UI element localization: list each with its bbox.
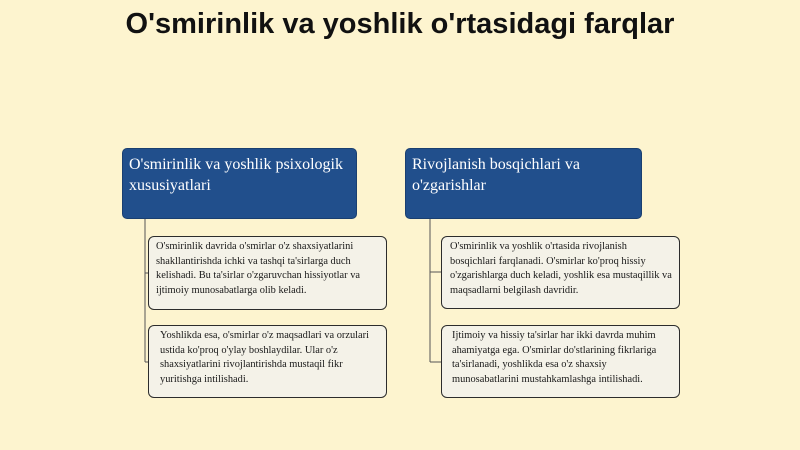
card-right-2: Ijtimoiy va hissiy ta'sirlar har ikki davrda muhim ahamiyatga ega. O'smirlar do'stlarining fikrlariga ta'sirlanadi, yoshlikda esa o'z shaxsiy munosabatlarini mustahkamlashga intilishadi. xyxy=(441,325,680,398)
header-box-right: Rivojlanish bosqichlari va o'zgarishlar xyxy=(405,148,642,219)
card-left-2: Yoshlikda esa, o'smirlar o'z maqsadlari va orzulari ustida ko'proq o'ylay boshlaydilar. Ular o'z shaxsiyatlarini rivojlantirishda mustaqil fikr yuritishga intilishadi. xyxy=(148,325,387,398)
card-left-1: O'smirinlik davrida o'smirlar o'z shaxsiyatlarini shakllantirishda ichki va tashqi ta'sirlarga duch kelishadi. Bu ta'sirlar o'zgaruvchan hissiyotlar va ijtimoiy munosabatlarga olib keladi. xyxy=(148,236,387,310)
header-box-left: O'smirinlik va yoshlik psixologik xususiyatlari xyxy=(122,148,357,219)
card-right-1: O'smirinlik va yoshlik o'rtasida rivojlanish bosqichlari farqlanadi. O'smirlar ko'proq hissiy o'zgarishlarga duch keladi, yoshlik esa mustaqillik va maqsadlarni belgilash davridir. xyxy=(441,236,680,309)
page-title: O'smirinlik va yoshlik o'rtasidagi farqlar xyxy=(125,8,675,40)
